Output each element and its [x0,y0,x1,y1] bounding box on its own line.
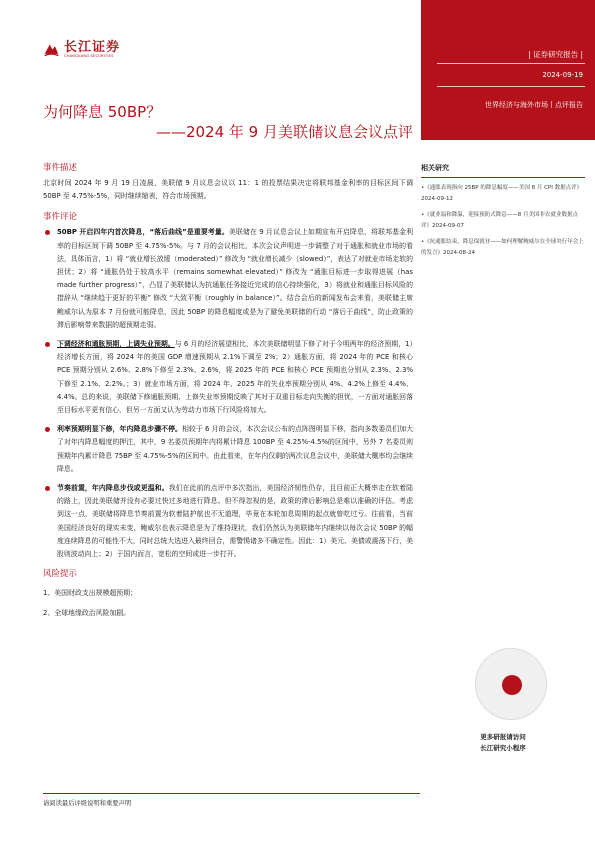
report-category: | 证券研究报告 | [528,50,583,59]
comment-point [43,482,413,561]
mini-program-qr-code[interactable] [475,648,547,720]
main-content [43,161,413,619]
qr-caption-line: 长江研究小程序 [480,744,526,752]
event-description: 北京时间 2024 年 9 月 19 日凌晨，美联储 9 月议息会议以 11：1 的投票结果决定将联邦基金利率的目标区间下调 50BP 至 4.75%-5%，同时继续缩表，符合市场预期。 [43,179,413,201]
side-divider [421,177,585,178]
related-research-heading: 相关研究 [421,164,449,172]
bullet-icon [45,342,50,347]
point-text: 与 6 月的经济展望相比，本次美联储明显下修了对于今明两年的经济预期，1）经济增长方面，将 2024 年的美国 GDP 增速预期从 2.1%下调至 2%；2）通胀方面，将 2024 年的 PCE 和核心 PCE 预期分别从 2.6%、2.8%下修至 2.3%、2.6%，将 2025 年的 PCE 和核心 PCE 预期也分别从 2.3%、2.3%下修至 2.1%、2.2%。；3）就业市场方面，将 2024 年、2025 年的失业率预期分别从 4%、4.2%上修至 4.4%、4.4%。总的来说，美联储下修通胀预期、上修失业率预期反映了其对于双重目标走向失衡的担忧，一方面对通胀回落至目标水平更有信心，但另一方面又认为劳动力市场下行风险将加大。 [57,340,413,415]
logo-icon [43,42,60,59]
report-title: 为何降息 50BP？ [43,103,162,121]
header-band [421,0,595,140]
related-report-link[interactable]: •《就业温和降温，迎接预防式降息——8 月美国非农就业数据点评》2024-09-07 [421,211,578,230]
footer-disclaimer: 请阅读最后评级说明和重要声明 [43,800,132,807]
company-logo [43,41,120,59]
point-lead: 利率预期明显下修，年内降息步骤不停。 [57,425,182,434]
risk-item: 2、全球地缘政治风险加剧。 [43,609,131,618]
footer-divider [43,793,420,794]
bullet-icon [45,230,50,235]
qr-caption-line: 更多研报请访问 [480,733,526,741]
header-divider [437,63,585,64]
logo-name-cn: 长江证券 [64,40,121,55]
comment-point [43,338,413,417]
section-heading-comment: 事件评论 [43,212,78,223]
point-text: 我们在此前的点评中多次指出，美国经济韧性仍存，且目前正大概率走在软着陆的路上，因此美联储并没有必要过快过多地进行降息。但不得忽视的是，政策的滞后影响总是难以准确的评估。考虑到这一点，美联储将降息节奏前置为软着陆护航也不无道理，毕竟在本轮加息周期的起点就曾吃过亏。往前看，当前美国经济良好的现实未变，鲍威尔也表示降息是为了维持现状，我们仍然认为美联储年内继续以每次会议 50BP 的幅度连续降息的可能性不大，同时总统大选进入最终回合，需警惕诸多不确定性。因此：1）美元、美债或震荡下行，美股则波动向上；2）于国内而言，宽松的空间或进一步打开。 [57,484,414,559]
point-lead: 50BP 开启四年内首次降息，“落后曲线”是重要考量。 [57,228,229,237]
comment-point [43,423,413,476]
point-lead: 节奏前置，年内降息步伐或更温和。 [57,484,169,493]
report-subtitle: 世界经济与海外市场丨点评报告 [485,101,583,109]
qr-logo-icon [502,675,522,695]
qr-caption [421,732,585,754]
comment-point [43,226,413,332]
report-subtitle-line: ——2024 年 9 月美联储议息会议点评 [155,123,413,141]
logo-name-en: CHANGJIANG SECURITIES [64,54,114,58]
point-lead: 下调经济和通胀预期，上调失业预期。 [57,340,175,349]
point-text: 相较于 6 月的会议，本次会议公布的点阵图明显下移，指向多数委员们加大了对年内降息幅度的押注，其中，9 名委员预期年内将累计降息 100BP 至 4.25%-4.5%的区间中，另外 7 名委员则预期年内累计降息 75BP 至 4.75%-5%的区间中。由此看来，在年内仅剩的两次议息会议中，美联储大概率均会继续降息。 [57,425,413,473]
header-divider [437,86,585,87]
risk-item: 1、美国财政支出规模超预期； [43,589,137,598]
section-heading-risk: 风险提示 [43,569,78,580]
bullet-icon [45,486,50,491]
section-heading-event: 事件描述 [43,163,78,173]
related-research-panel [421,163,585,263]
report-date: 2024-09-19 [542,71,583,79]
point-text: 美联储在 9 月议息会议上如期宣布开启降息，将联邦基金利率的目标区间下调 50BP 至 4.75%-5%。与 7 月的会议相比，本次会议声明进一步调整了对于通胀和就业市场的看法，具体而言，1）将 “就业增长放缓（moderated）” 修改为 “就业增长减少（slowed）”，表达了对就业市场走软的担忧；2）将 “通胀仍处于较高水平（remains somewhat elevated）” 修改为 “通胀目标进一步取得进展（has made further progress）”，凸显了美联储认为抗通胀任务接近完成的信心持续强化，3）将就业和通胀目标风险的措辞从 “继续趋于更好的平衡” 修改 “大致平衡（roughly in balance）”。结合会后的新闻发布会来看，美联储主席鲍威尔认为原本 7 月份就可能降息，因此 50BP 的降息幅度或是为了避免美联储的行动 “落后于曲线”，防止政策的滞后影响带来数据的超预期走弱。 [57,228,413,329]
related-report-link[interactable]: •《通胀表现指向 25BP 的降息幅度——美国 8 月 CPI 数据点评》2024-09-12 [421,185,583,203]
related-report-link[interactable]: •《抗通胀结束，降息保就业——如何理解鲍威尔在全球央行年会上的发言》2024-08-24 [421,238,584,257]
bullet-icon [45,427,50,432]
